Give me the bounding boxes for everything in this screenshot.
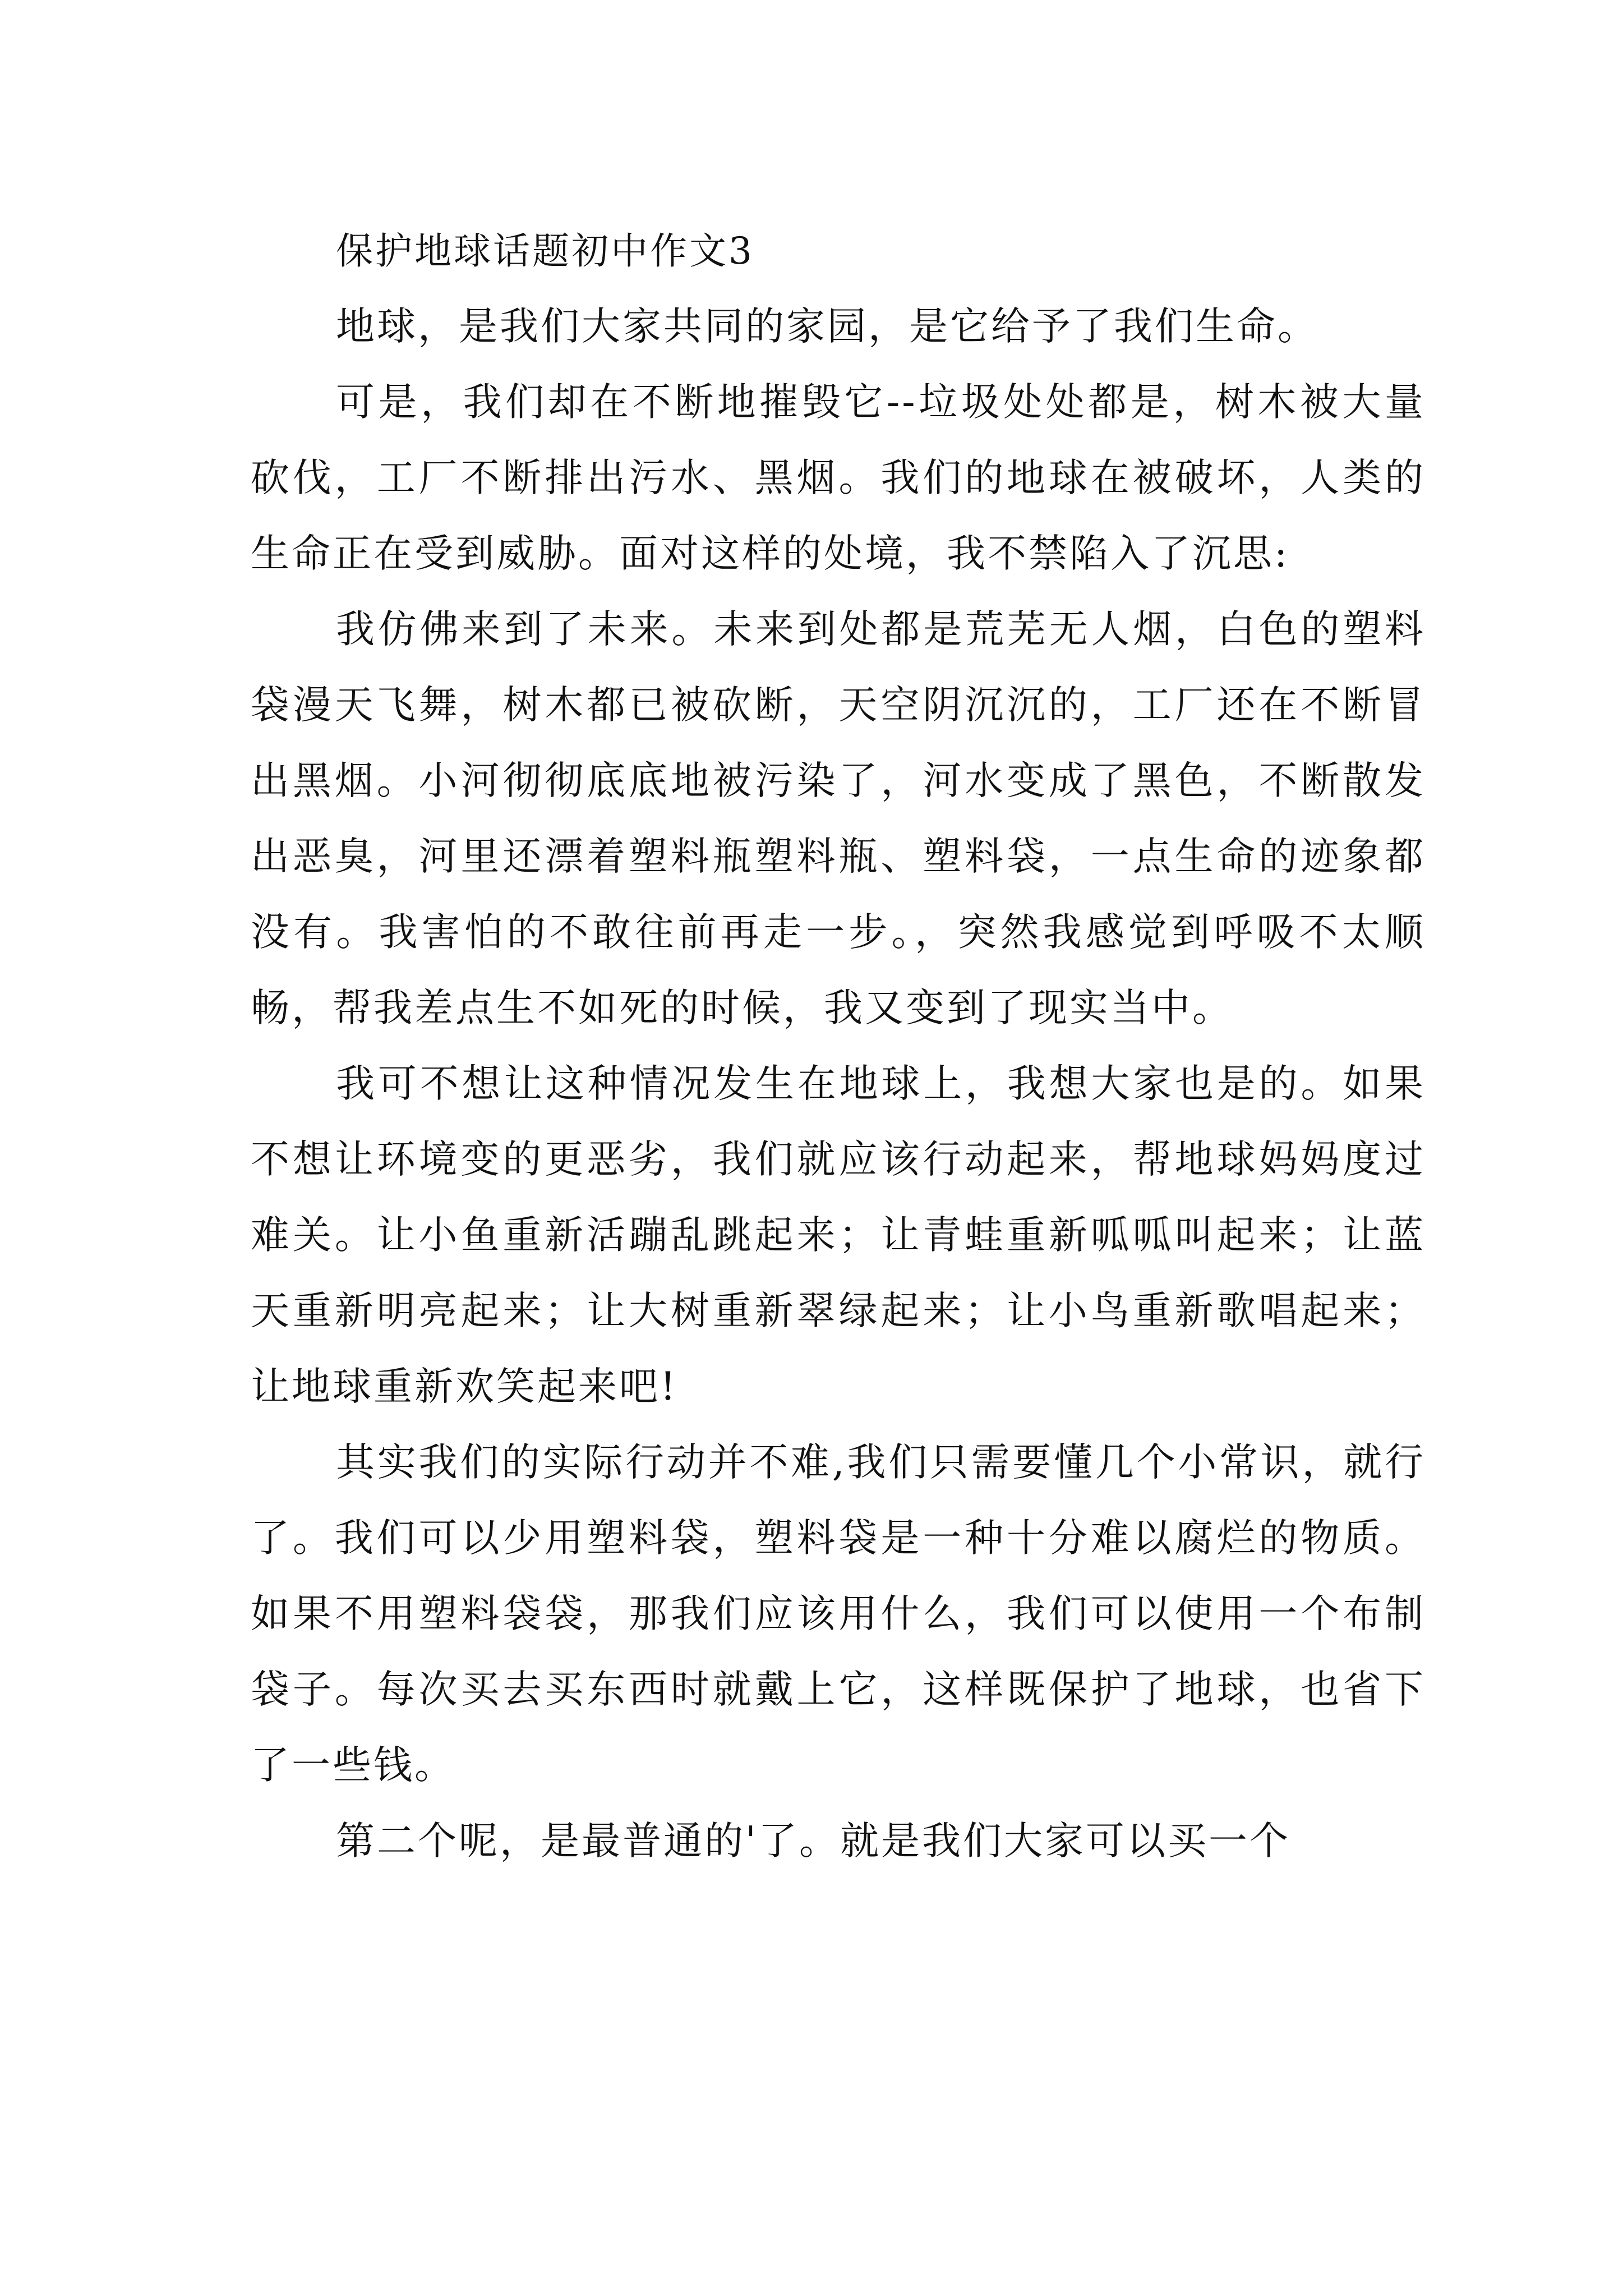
essay-body	[251, 213, 1426, 1879]
paragraph-2: 可是，我们却在不断地摧毁它--垃圾处处都是，树木被大量砍伐，工厂不断排出污水、黑烟。我们的地球在被破坏，人类的生命正在受到威胁。面对这样的处境，我不禁陷入了沉思:	[251, 380, 1426, 576]
essay-title: 保护地球话题初中作文3	[336, 229, 754, 273]
paragraph-5: 其实我们的实际行动并不难,我们只需要懂几个小常识，就行了。我们可以少用塑料袋，塑料袋是一种十分难以腐烂的物质。如果不用塑料袋袋，那我们应该用什么，我们可以使用一个布制袋子。每次买去买东西时就戴上它，这样既保护了地球，也省下了一些钱。	[251, 1440, 1426, 1788]
paragraph-4: 我可不想让这种情况发生在地球上，我想大家也是的。如果不想让环境变的更恶劣，我们就应该行动起来，帮地球妈妈度过难关。让小鱼重新活蹦乱跳起来；让青蛙重新呱呱叫起来；让蓝天重新明亮起来；让大树重新翠绿起来；让小鸟重新歌唱起来；让地球重新欢笑起来吧!	[251, 1061, 1426, 1409]
paragraph-6: 第二个呢，是最普通的'了。就是我们大家可以买一个	[336, 1819, 1290, 1864]
paragraph-1: 地球，是我们大家共同的家园，是它给予了我们生命。	[336, 304, 1318, 349]
paragraph-3: 我仿佛来到了未来。未来到处都是荒芜无人烟，白色的塑料袋漫天飞舞，树木都已被砍断，天空阴沉沉的，工厂还在不断冒出黑烟。小河彻彻底底地被污染了，河水变成了黑色，不断散发出恶臭，河里还漂着塑料瓶塑料瓶、塑料袋，一点生命的迹象都没有。我害怕的不敢往前再走一步。，突然我感觉到呼吸不太顺畅，帮我差点生不如死的时候，我又变到了现实当中。	[251, 607, 1426, 1030]
